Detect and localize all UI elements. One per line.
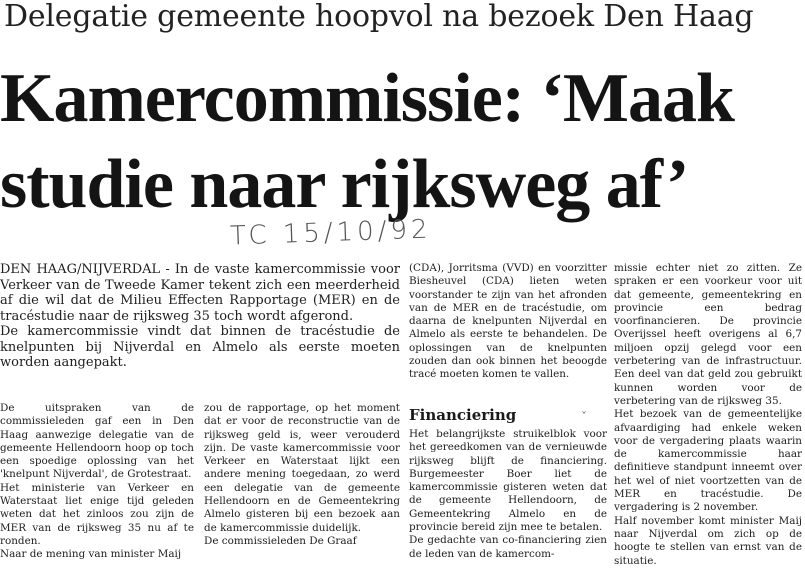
handwritten-date-note: TC 15/10/92 (229, 214, 433, 252)
subheading-financiering: Financiering (409, 406, 517, 424)
headline-line-2: studie naar rijksweg af’ (0, 146, 689, 223)
column-4-paragraph-2: Het bezoek van de gemeentelijke afvaardiging had enkele weken voor de vergadering plaats waarin de kamercommissie haar definitieve standpunt inneemt over het wel of niet voortzetten van de MER en tracéstudie. De vergadering is 2 november. (614, 408, 802, 514)
lead-paragraph-2: De kamercommissie vindt dat binnen de tracéstudie de knelpunten bij Nijverdal en Almelo als eerste moeten worden aangepakt. (0, 324, 400, 370)
column-1 (0, 402, 194, 562)
headline-line-1: Kamercommissie: ‘Maak (0, 60, 734, 137)
column-2-paragraph-1: zou de rapportage, op het moment dat er voor de reconstructie van de rijksweg geld is, weer verouderd zijn. De vaste kamercommissie voor Verkeer en Waterstaat lijkt een andere mening toegedaan, zo werd een delegatie van de gemeente Hellendoorn en de Gemeentekring Almelo gisteren bij een bezoek aan de kamercommissie duidelijk. (204, 402, 400, 534)
column-1-paragraph-1: De uitspraken van de commissieleden gaf een in Den Haag aanwezige delegatie van de gemeente Hellendoorn hoop op toch een spoedige oplossing van het 'knelpunt Nijverdal', de Grotestraat. (0, 402, 194, 481)
column-4-paragraph-1: missie echter niet zo zitten. Ze spraken er een voorkeur voor uit dat gemeente, gemeentekring en provincie een bedrag voorfinancieren. De provincie Overijssel heeft overigens al 6,7 miljoen opzij gelegd voor een verbetering van de infrastructuur. Een deel van dat geld zou gebruikt kunnen worden voor de verbetering van de rijksweg 35. (614, 262, 802, 407)
column-3-continued (409, 428, 607, 561)
column-4 (614, 262, 802, 568)
column-2-paragraph-2: De commissieleden De Graaf (204, 534, 357, 547)
lead-paragraph-1: DEN HAAG/NIJVERDAL - In de vaste kamercommissie voor Verkeer van de Tweede Kamer tekent zich een meerderheid af die wil dat de Milieu Effecten Rapportage (MER) en de tracéstudie naar de rijksweg 35 toch wordt afgerond. (0, 262, 400, 324)
column-3-paragraph-1: (CDA), Jorritsma (VVD) en voorzitter Biesheuvel (CDA) lieten weten voorstander te zijn van het afronden van de MER en de tracéstudie, om daarna de knelpunten Nijverdal en Almelo als eerste te behandelen. De oplossingen van de knelpunten zouden dan ook binnen het beoogde tracé moeten komen te vallen. (409, 262, 607, 381)
column-3 (409, 262, 607, 382)
column-3-paragraph-2: Het belangrijkste struikelblok voor het gereedkomen van de vernieuwde rijksweg blijft de financiering. Burgemeester Boer liet de kamercommissie gisteren weten dat de gemeente Hellendoorn, de Gemeentekring Almelo en de provincie bereid zijn mee te betalen. (409, 428, 607, 534)
kicker-headline: Delegatie gemeente hoopvol na bezoek Den Haag (4, 0, 754, 34)
pen-mark: ˇ (581, 410, 587, 424)
column-2 (204, 402, 400, 548)
column-3-paragraph-3: De gedachte van co-financiering zien de leden van de kamercom- (409, 534, 607, 560)
lead-paragraphs (0, 262, 400, 371)
column-1-paragraph-3: Naar de mening van minister Maij (0, 548, 182, 561)
column-4-paragraph-3: Half november komt minister Maij naar Nijverdal om zich op de hoogte te stellen van ernst van de situatie. (614, 514, 802, 567)
column-1-paragraph-2: Het ministerie van Verkeer en Waterstaat liet enige tijd geleden weten dat het zinloos zou zijn de MER van de rijksweg 35 nu af te ronden. (0, 481, 194, 547)
